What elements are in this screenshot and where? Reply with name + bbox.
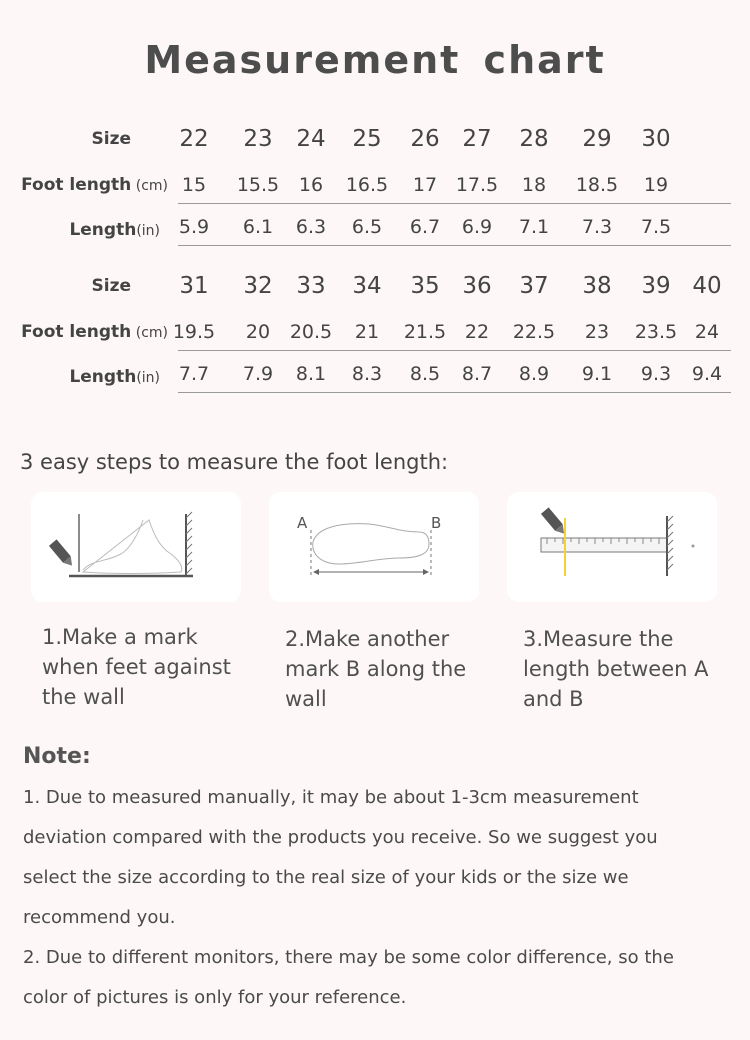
table-cell: 22.5: [512, 321, 556, 343]
table-cell: 23: [243, 126, 273, 152]
step-2-illustration: [269, 492, 479, 602]
table-cell: 7.3: [581, 216, 613, 238]
foot-length-unit: (cm): [131, 178, 168, 194]
step-3-illustration: [507, 492, 717, 602]
size-row-label: Size: [91, 276, 131, 296]
table-cell: 18.5: [575, 174, 619, 196]
table-cell: 30: [641, 126, 671, 152]
row-divider: [178, 245, 731, 246]
table-cell: 20: [245, 321, 271, 343]
foot-outline-icon: [269, 492, 479, 602]
length-row-label: [0, 220, 160, 240]
table-cell: 6.1: [242, 216, 274, 238]
foot-against-wall-icon: [31, 492, 241, 602]
table-cell: 6.7: [409, 216, 441, 238]
table-cell: 7.9: [242, 363, 274, 385]
table-cell: 15.5: [236, 174, 280, 196]
foot-length-row-label: [0, 322, 168, 342]
table-cell: 21.5: [403, 321, 447, 343]
table-cell: 19.5: [172, 321, 216, 343]
foot-length-row-label: [0, 175, 168, 195]
step-1-illustration: [31, 492, 241, 602]
table-cell: 24: [694, 321, 720, 343]
length-text: Length: [69, 220, 137, 240]
table-cell: 18: [521, 174, 547, 196]
foot-length-text: Foot length: [21, 175, 132, 195]
table-cell: 31: [179, 273, 209, 299]
table-cell: 37: [519, 273, 549, 299]
note-line: 2. Due to different monitors, there may be some color difference, so the: [23, 947, 674, 968]
table-cell: 9.4: [691, 363, 723, 385]
note-line: select the size according to the real size of your kids or the size we: [23, 867, 629, 888]
table-cell: 6.3: [295, 216, 327, 238]
table-cell: 27: [462, 126, 492, 152]
steps-heading: 3 easy steps to measure the foot length:: [20, 450, 449, 474]
table-cell: 38: [582, 273, 612, 299]
table-cell: 9.3: [640, 363, 672, 385]
ruler-icon: [507, 492, 717, 602]
table-cell: 24: [296, 126, 326, 152]
row-divider: [178, 392, 731, 393]
note-title: Note:: [23, 744, 91, 769]
table-cell: 33: [296, 273, 326, 299]
note-line: 1. Due to measured manually, it may be about 1-3cm measurement: [23, 787, 639, 808]
length-row-label: [0, 367, 160, 387]
table-cell: 8.5: [409, 363, 441, 385]
table-cell: 19: [643, 174, 669, 196]
page-title: Measurement chart: [144, 38, 606, 82]
table-cell: 7.1: [518, 216, 550, 238]
row-divider: [178, 203, 731, 204]
length-unit: (in): [136, 223, 160, 239]
note-line: deviation compared with the products you receive. So we suggest you: [23, 827, 658, 848]
table-cell: 34: [352, 273, 382, 299]
table-cell: 35: [410, 273, 440, 299]
table-cell: 20.5: [289, 321, 333, 343]
table-cell: 8.7: [461, 363, 493, 385]
table-cell: 39: [641, 273, 671, 299]
table-cell: 40: [692, 273, 722, 299]
step-2-text: 2.Make another mark B along the wall: [285, 627, 467, 711]
table-cell: 23: [584, 321, 610, 343]
table-cell: 32: [243, 273, 273, 299]
table-cell: 16: [298, 174, 324, 196]
table-cell: 15: [181, 174, 207, 196]
table-cell: 25: [352, 126, 382, 152]
table-cell: 8.3: [351, 363, 383, 385]
table-cell: 9.1: [581, 363, 613, 385]
table-cell: 21: [354, 321, 380, 343]
table-cell: 17.5: [455, 174, 499, 196]
table-cell: 22: [179, 126, 209, 152]
table-cell: 29: [582, 126, 612, 152]
table-cell: 28: [519, 126, 549, 152]
mark-b-label: B: [431, 514, 442, 532]
size-row-label: Size: [91, 129, 131, 149]
table-cell: 16.5: [345, 174, 389, 196]
step-3-text: 3.Measure the length between A and B: [523, 627, 709, 711]
table-cell: 23.5: [634, 321, 678, 343]
table-cell: 26: [410, 126, 440, 152]
foot-length-unit: (cm): [131, 325, 168, 341]
table-cell: 7.5: [640, 216, 672, 238]
table-cell: 7.7: [178, 363, 210, 385]
table-cell: 5.9: [178, 216, 210, 238]
table-cell: 6.5: [351, 216, 383, 238]
table-cell: 6.9: [461, 216, 493, 238]
table-cell: 36: [462, 273, 492, 299]
length-text: Length: [69, 367, 137, 387]
table-cell: 17: [412, 174, 438, 196]
note-line: recommend you.: [23, 907, 176, 928]
table-cell: 8.9: [518, 363, 550, 385]
note-line: color of pictures is only for your reference.: [23, 987, 407, 1008]
foot-length-text: Foot length: [21, 322, 132, 342]
table-cell: 8.1: [295, 363, 327, 385]
mark-a-label: A: [297, 514, 308, 532]
step-1-text: 1.Make a mark when feet against the wall: [42, 625, 231, 709]
table-cell: 22: [464, 321, 490, 343]
row-divider: [178, 350, 731, 351]
length-unit: (in): [136, 370, 160, 386]
